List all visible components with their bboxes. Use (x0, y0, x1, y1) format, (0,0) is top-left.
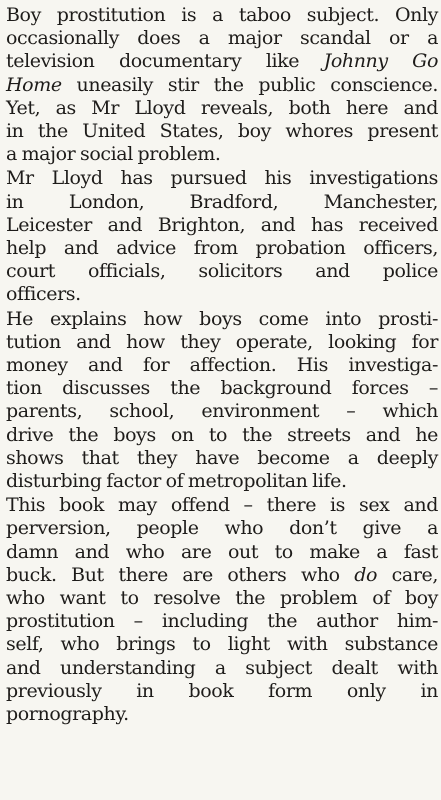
italic-text: Home (6, 73, 62, 96)
text-line (6, 283, 438, 306)
text-line (6, 331, 438, 354)
text-line (6, 447, 438, 470)
text-run: who want to resolve the problem of boy (6, 587, 438, 610)
text-line (6, 587, 438, 610)
text-run: This book may offend – there is sex and (6, 494, 438, 517)
text-run: Yet, as Mr Lloyd reveals, both here and (6, 96, 438, 119)
text-line (6, 191, 438, 214)
text-run: drive the boys on to the streets and he (6, 423, 438, 446)
text-run: occasionally does a major scandal or a (6, 27, 438, 50)
text-run: self, who brings to light with substance (6, 633, 438, 656)
paragraph (6, 4, 438, 166)
text-line (6, 50, 438, 73)
text-run: care, (377, 563, 438, 586)
text-line (6, 494, 438, 517)
text-line (6, 424, 438, 447)
text-line (6, 703, 438, 726)
text-run: buck. But there are others who (6, 563, 355, 586)
italic-text: Johnny Go (323, 50, 438, 73)
text-run: officers. (6, 283, 81, 306)
text-line (6, 74, 438, 97)
text-line (6, 27, 438, 50)
text-run: television documentary like (6, 50, 324, 73)
text-line (6, 680, 438, 703)
text-run: in London, Bradford, Manchester, (6, 190, 438, 213)
blurb-text (6, 4, 438, 727)
text-line (6, 97, 438, 120)
text-run: in the United States, boy whores present (6, 120, 438, 143)
text-line (6, 610, 438, 633)
text-run: previously in book form only in (6, 679, 438, 702)
text-run: prostitution – including the author him- (6, 610, 438, 633)
text-line (6, 237, 438, 260)
text-run: damn and who are out to make a fast (6, 540, 438, 563)
text-line (6, 143, 438, 166)
paragraph (6, 167, 438, 306)
text-line (6, 564, 438, 587)
text-line (6, 120, 438, 143)
text-run: Boy prostitution is a taboo subject. Only (6, 4, 438, 26)
text-line (6, 400, 438, 423)
text-run: help and advice from probation officers, (6, 237, 438, 260)
text-line (6, 541, 438, 564)
paragraph (6, 494, 438, 726)
text-run: parents, school, environment – which (6, 400, 438, 423)
text-run: He explains how boys come into prosti- (6, 307, 438, 330)
text-line (6, 377, 438, 400)
text-run: a major social problem. (6, 143, 221, 166)
italic-text: do (354, 563, 378, 586)
text-run: court officials, solicitors and police (6, 260, 438, 283)
text-line (6, 657, 438, 680)
text-run: Mr Lloyd has pursued his investigations (6, 167, 438, 190)
paragraph (6, 308, 438, 494)
text-line (6, 308, 438, 331)
text-run: Leicester and Brighton, and has received (6, 213, 438, 236)
text-run: money and for affection. His investiga- (6, 354, 438, 377)
text-run: uneasily stir the public conscience. (61, 73, 438, 96)
text-run: tion discusses the background forces – (6, 377, 438, 400)
text-line (6, 167, 438, 190)
text-run: pornography. (6, 703, 129, 726)
text-line (6, 354, 438, 377)
text-line (6, 633, 438, 656)
text-run: shows that they have become a deeply (6, 446, 438, 469)
text-line (6, 517, 438, 540)
text-line (6, 470, 438, 493)
text-run: disturbing factor of metropolitan life. (6, 470, 347, 493)
text-line (6, 260, 438, 283)
text-line (6, 214, 438, 237)
text-run: perversion, people who don’t give a (6, 517, 438, 540)
text-run: tution and how they operate, looking for (6, 330, 438, 353)
text-line (6, 4, 438, 27)
text-run: and understanding a subject dealt with (6, 656, 438, 679)
